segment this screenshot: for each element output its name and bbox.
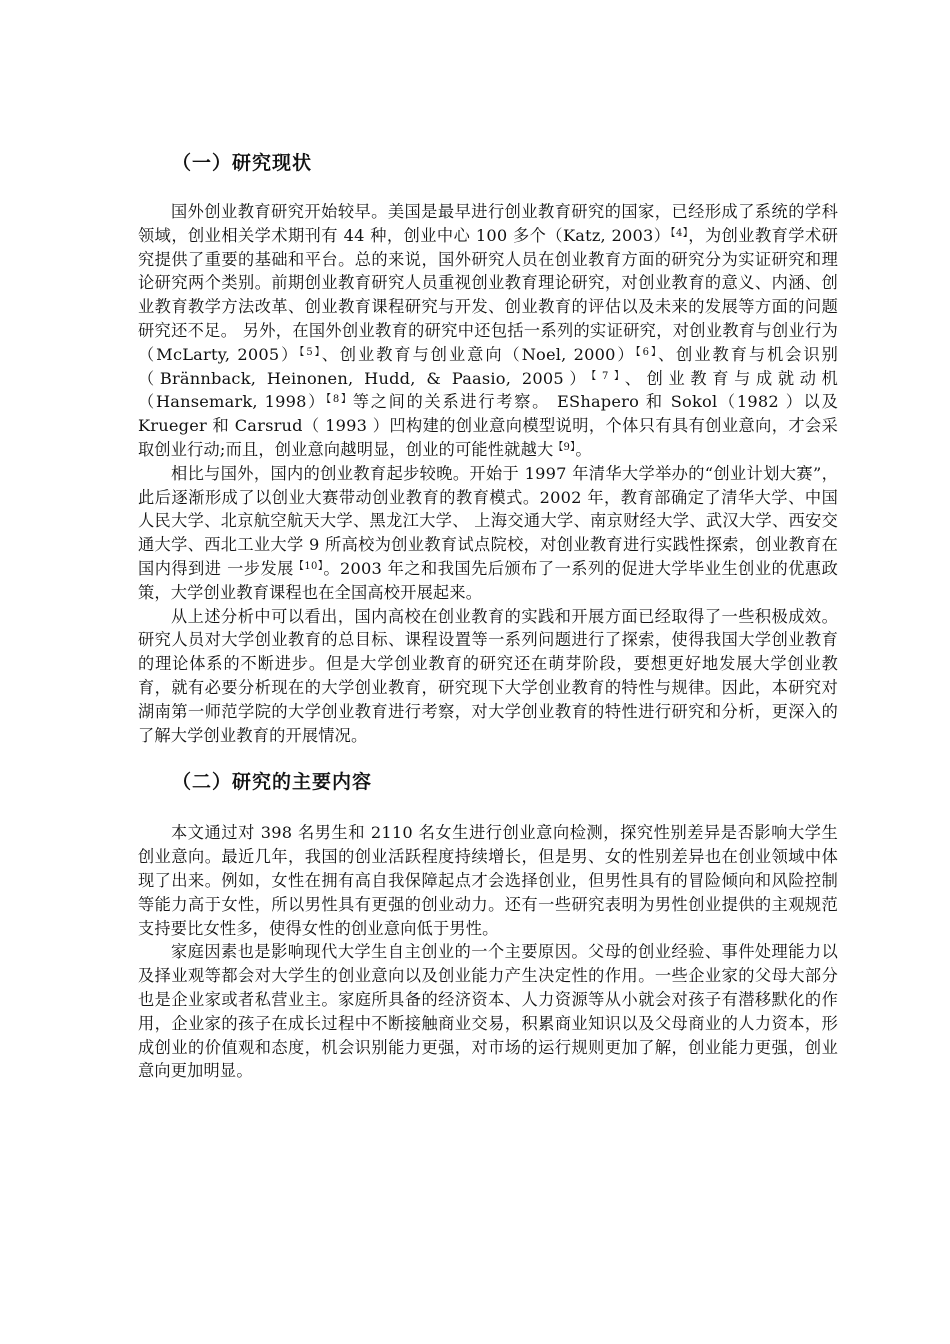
citation-ref: 【 $^9$ 】 xyxy=(553,442,575,453)
text-run: 、创业教育与机会识别（Brännback, Heinonen, Hudd, & Paasio, 2005） xyxy=(138,344,839,388)
citation-ref: 【 $^4$ 】 xyxy=(670,228,688,239)
citation-ref: 【 $^8$ 】 xyxy=(326,394,353,405)
paragraph-family-factors: 家庭因素也是影响现代大学生自主创业的一个主要原因。父母的创业经验、事件处理能力以及择业观等都会对大学生的创业意向以及创业能力产生决定性的作用。一些企业家的父母大部分也是企业家或者私营业主。家庭所具备的经济资本、人力资源等从小就会对孩子有潜移默化的作用，企业家的孩子在成长过程中不断接触商业交易，积累商业知识以及父母商业的人力资本，形成创业的价值观和态度，机会识别能力更强，对市场的运行规则更加了解，创业能力更强，创业意向更加明显。 xyxy=(138,942,838,1081)
citation-ref: 【 $^7$ 】 xyxy=(591,371,624,382)
paragraph-foreign-research xyxy=(138,200,838,462)
paragraph-domestic-research xyxy=(138,462,838,605)
document-page xyxy=(138,150,838,1083)
paragraph-gender-difference: 本文通过对 398 名男生和 2110 名女生进行创业意向检测，探究性别差异是否影响大学生创业意向。最近几年，我国的创业活跃程度持续增长，但是男、女的性别差异也在创业领域中体现了出来。例如，女性在拥有高自我保障起点才会选择创业，但男性具有的冒险倾向和风险控制等能力高于女性，所以男性具有更强的创业动力。还有一些研究表明为男性创业提供的主观规范支持要比女性多，使得女性的创业意向低于男性。 xyxy=(138,823,838,938)
citation-ref: 【 $^{10}$ 】 xyxy=(294,561,323,572)
text-run: 。 xyxy=(575,439,592,459)
citation-ref: 【 $^5$ 】 xyxy=(299,347,321,358)
section-heading-main-content: （二）研究的主要内容 xyxy=(172,771,373,794)
text-run: 、创业教育与成就动机（Hansemark, 1998） xyxy=(138,368,839,412)
section-heading-research-status: （一）研究现状 xyxy=(172,152,313,174)
text-run: ，为创业教育学术研究提供了重要的基础和平台。总的来说，国外研究人员在创业教育方面的研究分为实证研究和理论研究两个类别。前期创业教育研究人员重视创业教育理论研究，对创业教育的意义、内涵、创业教育教学方法改革、创业教育课程研究与开发、创业教育的评估以及未来的发展等方面的问题研究还不足。 另外，在国外创业教育的研究中还包括一系列的实证研究，对创业教育与创业行为（McLarty, 2005） xyxy=(138,225,838,364)
text-run: 等之间的关系进行考察。 EShapero 和 Sokol（1982 ）以及 Krueger 和 Carsrud（ 1993 ）凹构建的创业意向模型说明，个体只有具有创业意向，才会采取创业行动;而且，创业意向越明显，创业的可能性就越大 xyxy=(138,392,839,459)
text-run: 、创业教育与创业意向（Noel, 2000） xyxy=(321,344,636,364)
text-run: 相比与国外，国内的创业教育起步较晚。开始于 1997 年清华大学举办的“创业计划大赛”，此后逐渐形成了以创业大赛带动创业教育的教育模式。2002 年，教育部确定了清华大学、中国人民大学、北京航空航天大学、黑龙江大学、 上海交通大学、南京财经大学、武汉大学、西安交通大学、西北工业大学 9 所高校为创业教育试点院校，对创业教育进行实践性探索，创业教育在国内得到进 一步发展 xyxy=(138,463,838,578)
text-run: 国外创业教育研究开始较早。美国是最早进行创业教育研究的国家，已经形成了系统的学科领域，创业相关学术期刊有 44 种，创业中心 100 多个（Katz, 2003） xyxy=(138,202,838,245)
paragraph-analysis-summary: 从上述分析中可以看出，国内高校在创业教育的实践和开展方面已经取得了一些积极成效。研究人员对大学创业教育的总目标、课程设置等一系列问题进行了探索，使得我国大学创业教育的理论体系的不断进步。但是大学创业教育的研究还在萌芽阶段，要想更好地发展大学创业教育，就有必要分析现在的大学创业教育，研究现下大学创业教育的特性与规律。因此，本研究对湖南第一师范学院的大学创业教育进行考察，对大学创业教育的特性进行研究和分析，更深入的了解大学创业教育的开展情况。 xyxy=(138,606,838,745)
text-run: 。2003 年之和我国先后颁布了一系列的促进大学毕业生创业的优惠政策，大学创业教育课程也在全国高校开展起来。 xyxy=(138,558,839,602)
citation-ref: 【 $^6$ 】 xyxy=(636,347,658,358)
